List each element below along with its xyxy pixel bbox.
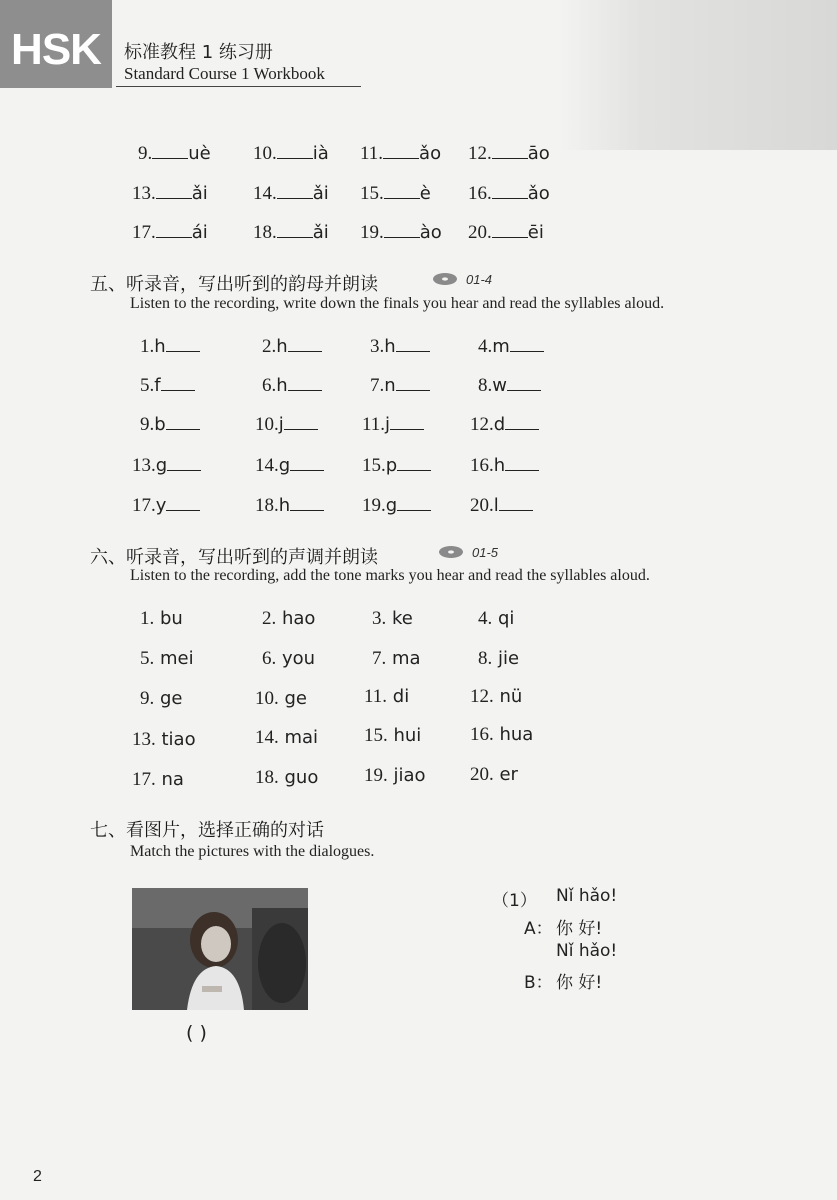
audio-cd-icon — [438, 545, 464, 559]
exercise-item: 6.h — [262, 375, 322, 397]
speaker-b-label: B： — [524, 973, 553, 993]
exercise-item: 9.b — [140, 414, 200, 436]
track-number: 01-4 — [466, 272, 493, 287]
bleed-through-shadow — [560, 0, 837, 150]
exercise-item: 20. ēi — [468, 222, 544, 243]
hsk-logo: HSK — [0, 0, 112, 88]
section-5-subtitle: Listen to the recording, write down the finals you hear and read the syllables aloud. — [130, 295, 665, 312]
section-7-title: 七、看图片，选择正确的对话 — [90, 820, 324, 841]
book-title-en: Standard Course 1 Workbook — [124, 64, 325, 83]
exercise-item: 10. ge — [255, 688, 307, 709]
section-7-subtitle: Match the pictures with the dialogues. — [130, 843, 375, 860]
audio-cd-icon — [432, 272, 458, 286]
exercise-item: 18.h — [255, 495, 324, 517]
exercise-item: 13. ǎi — [132, 183, 208, 204]
exercise-item: 18. guo — [255, 767, 319, 788]
exercise-item: 10.j — [255, 414, 318, 436]
exercise-item: 14. mai — [255, 727, 319, 748]
exercise-item: 13. tiao — [132, 729, 196, 750]
exercise-item: 5. mei — [140, 648, 194, 669]
exercise-item: 5.f — [140, 375, 195, 397]
exercise-item: 9. ge — [140, 688, 183, 709]
exercise-item: 10. ià — [253, 143, 329, 164]
dialogue-pinyin: Nǐ hǎo! — [556, 886, 618, 906]
exercise-item: 1. bu — [140, 608, 183, 629]
dialogue-label: （1） — [492, 891, 537, 911]
exercise-item: 7. ma — [372, 648, 421, 669]
speaker-a-text: 你 好! — [556, 919, 603, 939]
track-number: 01-5 — [472, 545, 499, 560]
exercise-item: 11.j — [362, 414, 424, 436]
exercise-item: 1.h — [140, 336, 200, 358]
exercise-item: 8. jie — [478, 648, 520, 669]
exercise-item: 19. ào — [360, 222, 442, 243]
exercise-item: 8.w — [478, 375, 541, 397]
exercise-item: 15. hui — [364, 725, 422, 746]
exercise-item: 20. er — [470, 764, 518, 785]
speaker-b-text: 你 好! — [556, 973, 603, 993]
exercise-item: 16.h — [470, 455, 539, 477]
exercise-item: 14. ǎi — [253, 183, 329, 204]
page-number: 2 — [33, 1168, 42, 1185]
exercise-item: 11. ǎo — [360, 143, 442, 164]
exercise-item: 19.g — [362, 495, 431, 517]
exercise-item: 13.g — [132, 455, 201, 477]
exercise-item: 16. ǎo — [468, 183, 550, 204]
exercise-item: 4. qi — [478, 608, 515, 629]
section-6-title: 六、听录音，写出听到的声调并朗读 — [90, 547, 378, 568]
exercise-item: 14.g — [255, 455, 324, 477]
exercise-item: 17. na — [132, 769, 184, 790]
exercise-item: 4.m — [478, 336, 544, 358]
exercise-item: 9. uè — [138, 143, 211, 164]
exercise-item: 3.h — [370, 336, 430, 358]
exercise-item: 20.l — [470, 495, 533, 517]
book-title-zh: 标准教程 1 练习册 — [124, 42, 273, 63]
exercise-item: 2.h — [262, 336, 322, 358]
exercise-item: 12. āo — [468, 143, 550, 164]
exercise-item: 2. hao — [262, 608, 316, 629]
exercise-item: 7.n — [370, 375, 430, 397]
exercise-item: 16. hua — [470, 724, 534, 745]
exercise-item: 17.y — [132, 495, 200, 517]
exercise-item: 18. ǎi — [253, 222, 329, 243]
exercise-item: 6. you — [262, 648, 316, 669]
exercise-item: 11. di — [364, 686, 410, 707]
header-rule — [116, 86, 361, 87]
exercise-item: 17. ái — [132, 222, 208, 243]
answer-parentheses[interactable]: ( ) — [186, 1022, 207, 1044]
exercise-item: 3. ke — [372, 608, 413, 629]
exercise-item: 12.d — [470, 414, 539, 436]
exercise-item: 12. nü — [470, 686, 523, 707]
dialogue-pinyin: Nǐ hǎo! — [556, 941, 618, 961]
section-6-subtitle: Listen to the recording, add the tone marks you hear and read the syllables aloud. — [130, 567, 650, 584]
speaker-a-label: A： — [524, 919, 553, 939]
section-5-title: 五、听录音，写出听到的韵母并朗读 — [90, 274, 378, 295]
dialogue-photo — [132, 888, 308, 1010]
exercise-item: 15.p — [362, 455, 431, 477]
exercise-item: 15. è — [360, 183, 431, 204]
exercise-item: 19. jiao — [364, 765, 426, 786]
